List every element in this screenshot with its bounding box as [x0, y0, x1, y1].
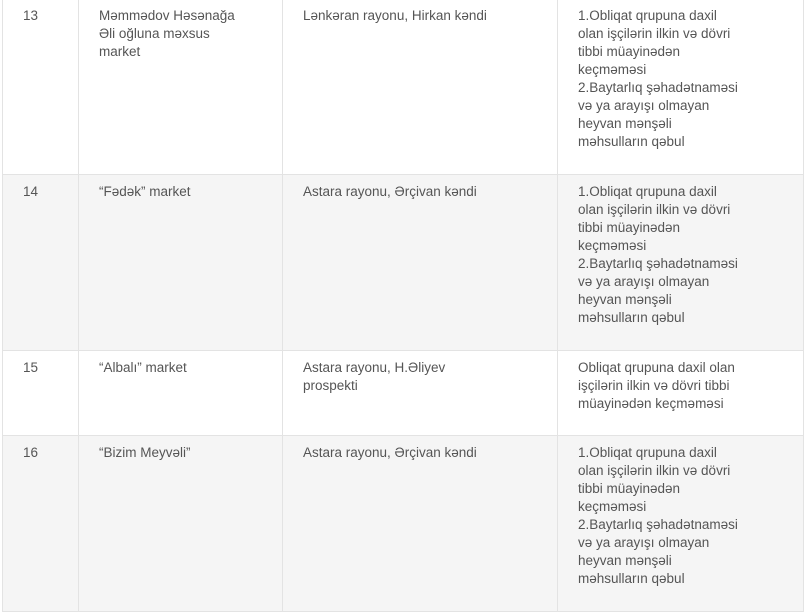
- business-name: Məmmədov Həsənağa Əli oğluna məxsus market: [79, 0, 283, 175]
- table-row: [3, 436, 804, 612]
- inspection-table: [2, 0, 804, 612]
- table-row: [3, 351, 804, 436]
- row-number: 15: [3, 351, 79, 436]
- business-address: Astara rayonu, Ərçivan kəndi: [283, 175, 558, 351]
- violation-description: 1.Obliqat qrupuna daxil olan işçilərin ilkin və dövri tibbi müayinədən keçməməsi 2.Baytarlıq şəhadətnaməsi və ya arayışı olmayan heyvan mənşəli məhsulların qəbul: [558, 175, 804, 351]
- business-name: “Fədək” market: [79, 175, 283, 351]
- business-address: Astara rayonu, H.Əliyev prospekti: [283, 351, 558, 436]
- row-number: 16: [3, 436, 79, 612]
- violation-description: 1.Obliqat qrupuna daxil olan işçilərin ilkin və dövri tibbi müayinədən keçməməsi 2.Baytarlıq şəhadətnaməsi və ya arayışı olmayan heyvan mənşəli məhsulların qəbul: [558, 0, 804, 175]
- row-number: 14: [3, 175, 79, 351]
- business-name: “Albalı” market: [79, 351, 283, 436]
- row-number: 13: [3, 0, 79, 175]
- violation-description: 1.Obliqat qrupuna daxil olan işçilərin ilkin və dövri tibbi müayinədən keçməməsi 2.Baytarlıq şəhadətnaməsi və ya arayışı olmayan heyvan mənşəli məhsulların qəbul: [558, 436, 804, 612]
- table-row: [3, 0, 804, 175]
- business-address: Astara rayonu, Ərçivan kəndi: [283, 436, 558, 612]
- table-row: [3, 175, 804, 351]
- violation-description: Obliqat qrupuna daxil olan işçilərin ilkin və dövri tibbi müayinədən keçməməsi: [558, 351, 804, 436]
- business-name: “Bizim Meyvəli”: [79, 436, 283, 612]
- business-address: Lənkəran rayonu, Hirkan kəndi: [283, 0, 558, 175]
